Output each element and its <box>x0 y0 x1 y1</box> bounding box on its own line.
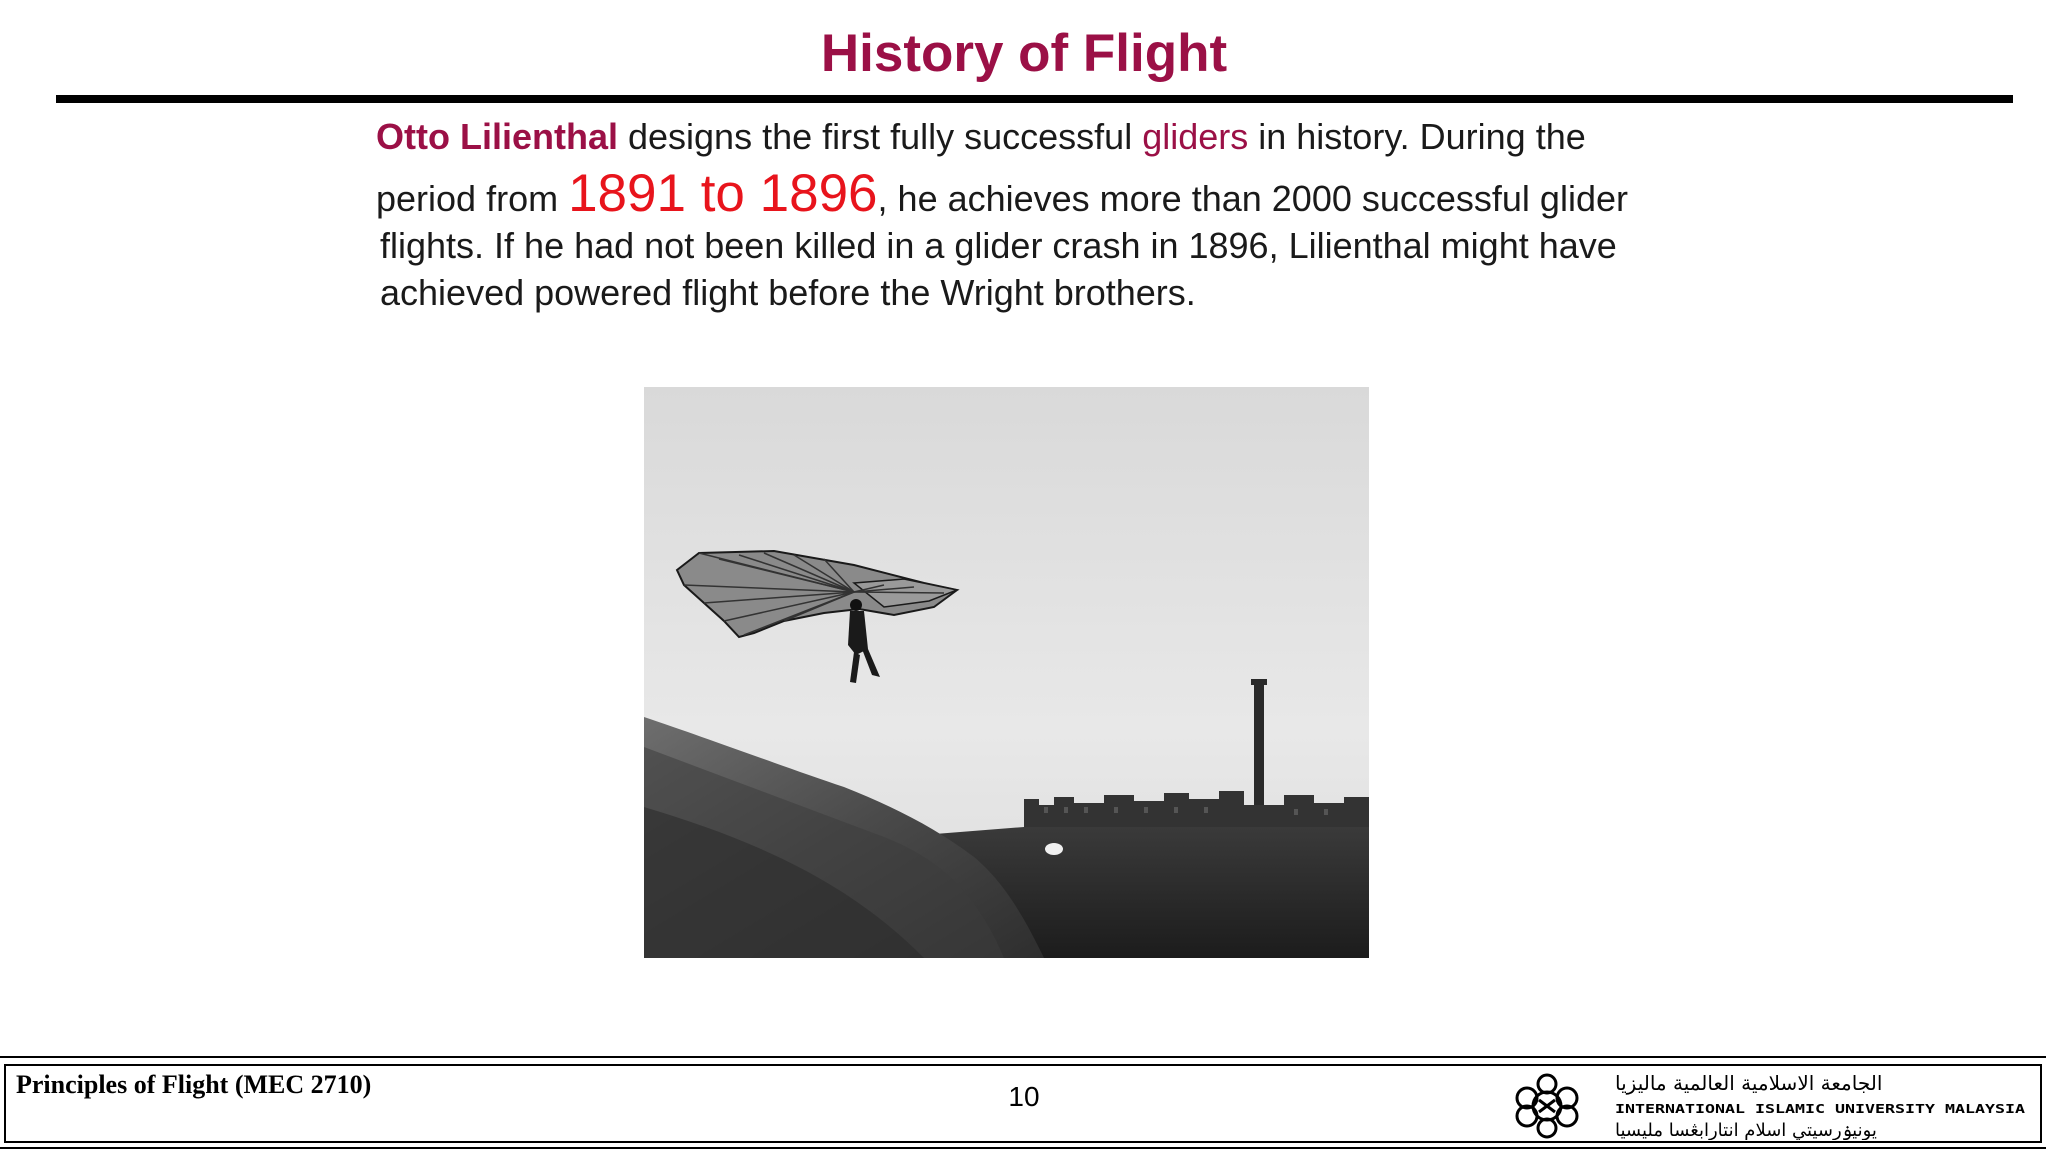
gliders-highlight: gliders <box>1142 116 1249 157</box>
logo-arabic-text: الجامعة الاسلامية العالمية ماليزيا <box>1615 1071 1883 1095</box>
paragraph-line-3: flights. If he had not been killed in a glider crash in 1896, Lilienthal might have <box>380 225 1617 266</box>
logo-english-text: INTERNATIONAL ISLAMIC UNIVERSITY MALAYSIA <box>1615 1101 2026 1116</box>
lilienthal-glider-photo <box>644 387 1369 958</box>
paragraph-line-4: achieved powered flight before the Wright brothers. <box>380 272 1196 313</box>
slide-paragraph <box>376 113 1736 316</box>
iium-emblem-icon <box>1517 1075 1577 1137</box>
text-segment: designs the first fully successful <box>617 116 1143 157</box>
name-highlight: Otto Lilienthal <box>376 116 618 157</box>
text-segment: period from <box>376 178 569 219</box>
iium-logo <box>1497 1068 2037 1140</box>
text-segment: in history. During the <box>1248 116 1586 157</box>
paragraph-line-1 <box>376 113 1736 160</box>
years-highlight: 1891 to 1896 <box>568 164 878 223</box>
logo-jawi-text: يونيۏرسيتي اسلام انتارابڠسا مليسيا <box>1615 1120 1877 1140</box>
course-title: Principles of Flight (MEC 2710) <box>16 1070 372 1099</box>
slide-title: History of Flight <box>820 24 1228 83</box>
title-divider <box>56 95 2013 103</box>
page-number: 10 <box>1008 1081 1040 1112</box>
text-segment: , he achieves more than 2000 successful glider <box>877 178 1628 219</box>
paragraph-line-2 <box>376 164 1736 223</box>
